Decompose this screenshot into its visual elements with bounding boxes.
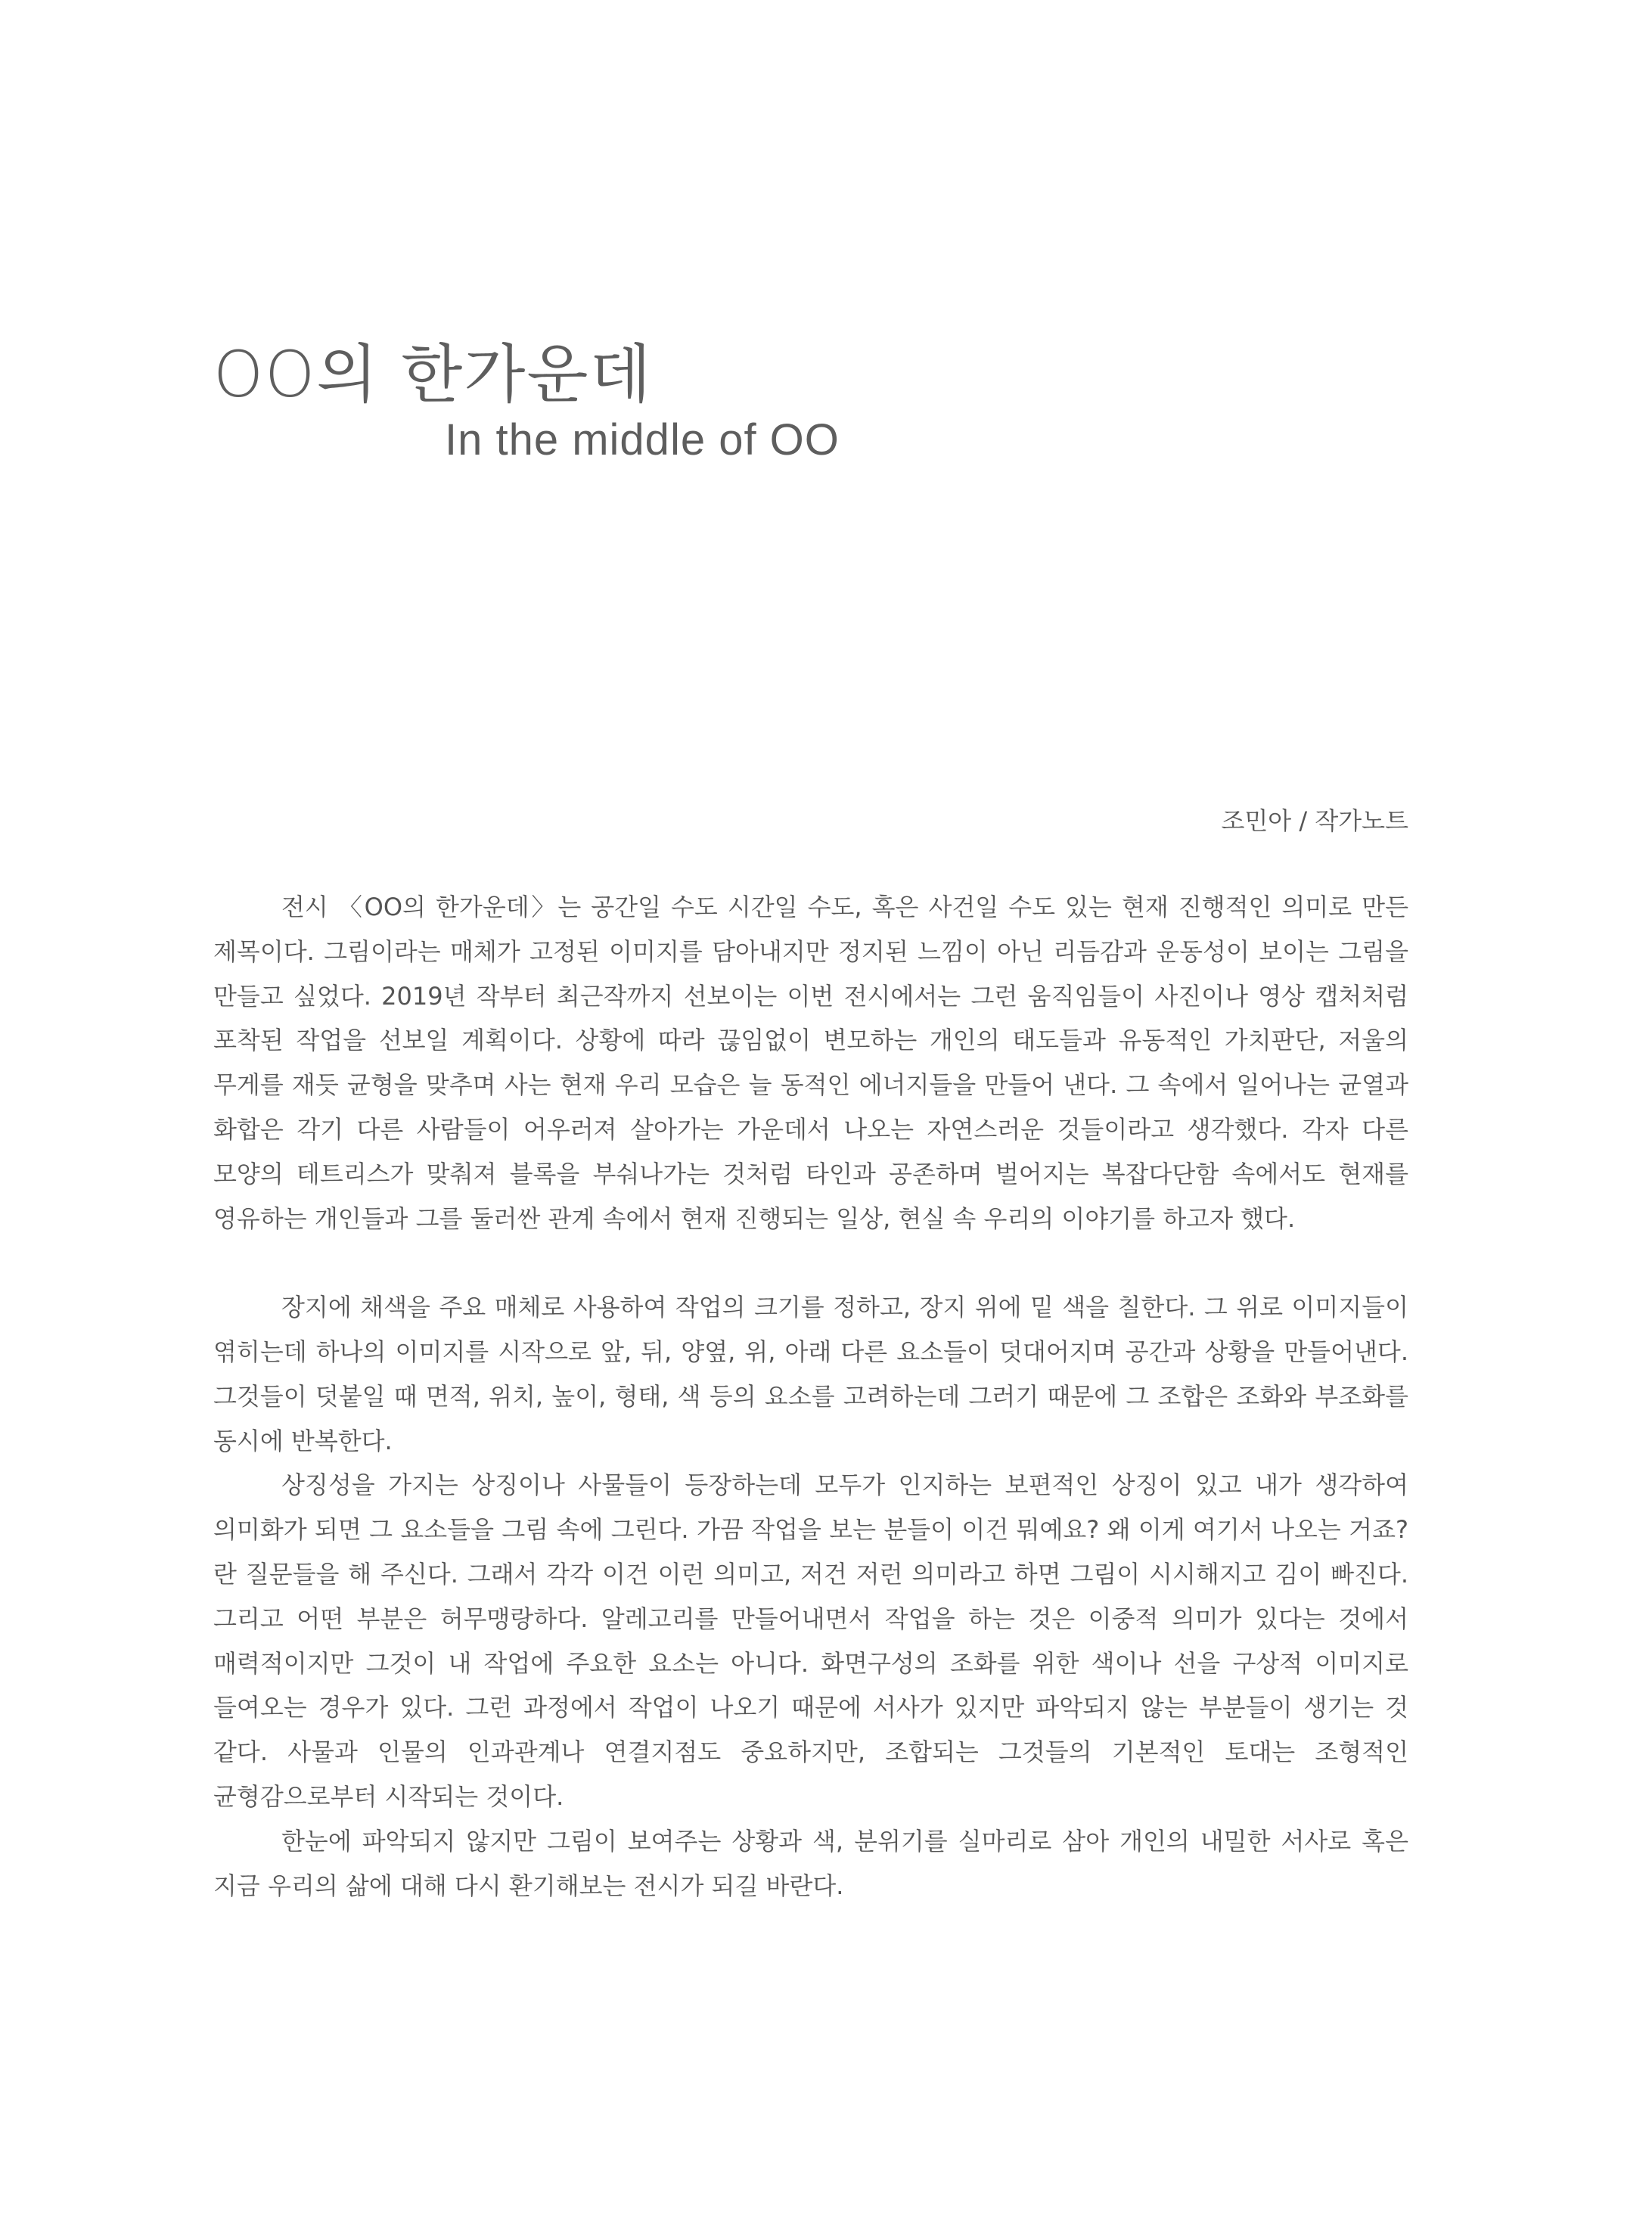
page-title: OO의 한가운데 — [213, 337, 653, 412]
author-byline: 조민아 / 작가노트 — [1221, 806, 1408, 835]
body-paragraph: 상징성을 가지는 상징이나 사물들이 등장하는데 모두가 인지하는 보편적인 상징이 있고 내가 생각하여 의미화가 되면 그 요소들을 그림 속에 그린다. 가끔 작업을 보는 분들이 이건 뭐예요? 왜 이게 여기서 나오는 거죠? 란 질문들을 해 주신다. 그래서 각각 이건 이런 의미고, 저건 저런 의미라고 하면 그림이 시시해지고 김이 빠진다. 그리고 어떤 부분은 허무맹랑하다. 알레고리를 만들어내면서 작업을 하는 것은 이중적 의미가 있다는 것에서 매력적이지만 그것이 내 작업에 주요한 요소는 아니다. 화면구성의 조화를 위한 색이나 선을 구상적 이미지로 들여오는 경우가 있다. 그런 과정에서 작업이 나오기 때문에 서사가 있지만 파악되지 않는 부분들이 생기는 것 같다. 사물과 인물의 인과관계나 연결지점도 중요하지만, 조합되는 그것들의 기본적인 토대는 조형적인 균형감으로부터 시작되는 것이다. — [213, 1471, 1408, 1811]
page-subtitle-english: In the middle of OO — [445, 415, 840, 464]
body-paragraph: 장지에 채색을 주요 매체로 사용하여 작업의 크기를 정하고, 장지 위에 밑 색을 칠한다. 그 위로 이미지들이 엮히는데 하나의 이미지를 시작으로 앞, 뒤, 양옆, 위, 아래 다른 요소들이 덧대어지며 공간과 상황을 만들어낸다. 그것들이 덧붙일 때 면적, 위치, 높이, 형태, 색 등의 요소를 고려하는데 그러기 때문에 그 조합은 조화와 부조화를 동시에 반복한다. — [213, 1293, 1408, 1455]
body-paragraph: 전시 〈OO의 한가운데〉는 공간일 수도 시간일 수도, 혹은 사건일 수도 있는 현재 진행적인 의미로 만든 제목이다. 그림이라는 매체가 고정된 이미지를 담아내지만 정지된 느낌이 아닌 리듬감과 운동성이 보이는 그림을 만들고 싶었다. 2019년 작부터 최근작까지 선보이는 이번 전시에서는 그런 움직임들이 사진이나 영상 캡처처럼 포착된 작업을 선보일 계획이다. 상황에 따라 끊임없이 변모하는 개인의 태도들과 유동적인 가치판단, 저울의 무게를 재듯 균형을 맞추며 사는 현재 우리 모습은 늘 동적인 에너지들을 만들어 낸다. 그 속에서 일어나는 균열과 화합은 각기 다른 사람들이 어우러져 살아가는 가운데서 나오는 자연스러운 것들이라고 생각했다. 각자 다른 모양의 테트리스가 맞춰져 블록을 부숴나가는 것처럼 타인과 공존하며 벌어지는 복잡다단함 속에서도 현재를 영유하는 개인들과 그를 둘러싼 관계 속에서 현재 진행되는 일상, 현실 속 우리의 이야기를 하고자 했다. — [213, 893, 1408, 1233]
body-paragraph: 한눈에 파악되지 않지만 그림이 보여주는 상황과 색, 분위기를 실마리로 삼아 개인의 내밀한 서사로 혹은 지금 우리의 삶에 대해 다시 환기해보는 전시가 되길 바란다. — [213, 1826, 1408, 1900]
artist-note-body — [213, 885, 1408, 1908]
